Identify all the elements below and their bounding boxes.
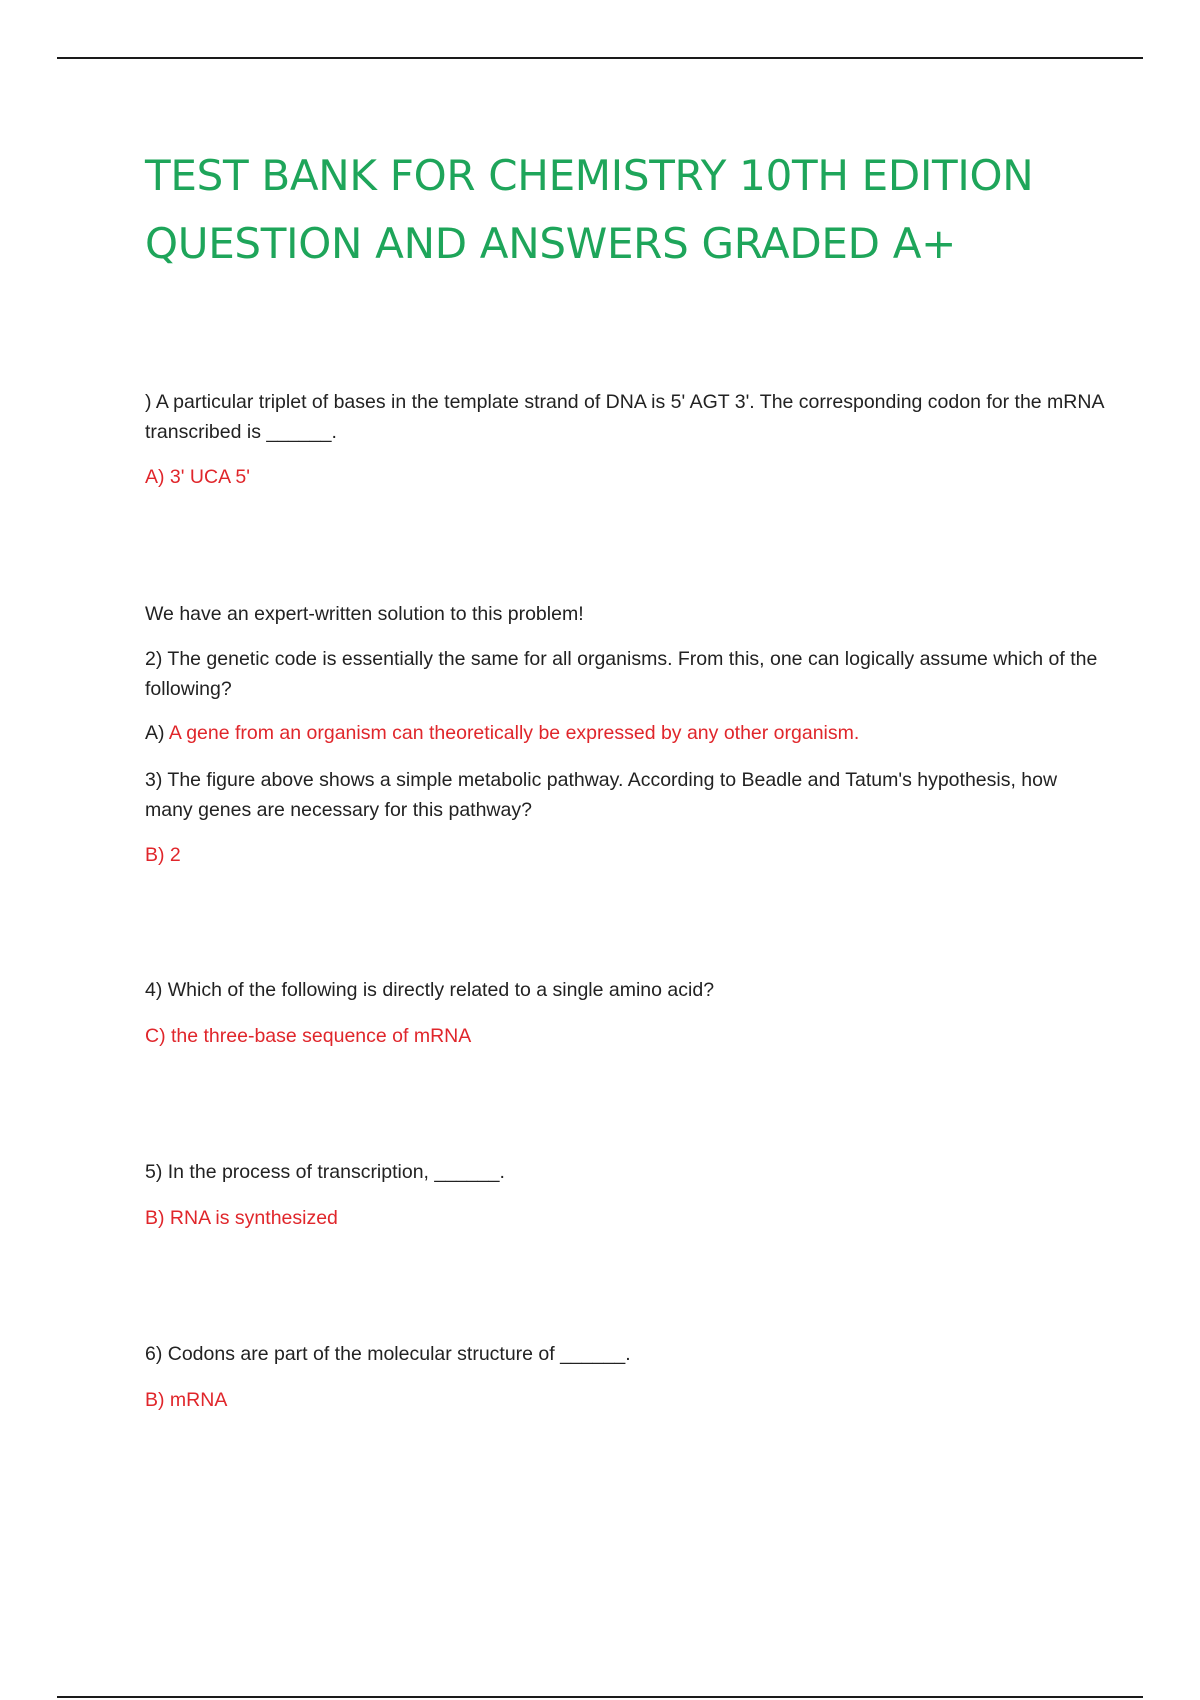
question-4: 4) Which of the following is directly related to a single amino acid? <box>145 979 715 1001</box>
question-1: ) A particular triplet of bases in the template strand of DNA is 5' AGT 3'. The corresponding codon for the mRNA transcribed is ______. <box>145 391 1104 443</box>
solution-note: We have an expert-written solution to this problem! <box>145 603 584 625</box>
question-6: 6) Codons are part of the molecular structure of ______. <box>145 1343 631 1365</box>
document-title <box>145 142 1125 278</box>
answer-3: B) 2 <box>145 844 181 866</box>
title-line-1: TEST BANK FOR CHEMISTRY 10TH EDITION <box>145 151 1034 200</box>
top-rule <box>57 57 1143 59</box>
question-5: 5) In the process of transcription, ______. <box>145 1161 505 1183</box>
title-line-2: QUESTION AND ANSWERS GRADED A+ <box>145 219 957 268</box>
answer-6: B) mRNA <box>145 1389 228 1411</box>
answer-1: A) 3' UCA 5' <box>145 466 250 488</box>
question-3: 3) The figure above shows a simple metabolic pathway. According to Beadle and Tatum's hypothesis, how many genes are necessary for this pathway? <box>145 769 1058 821</box>
bottom-rule <box>57 1696 1143 1698</box>
answer-2-text: A gene from an organism can theoretically be expressed by any other organism. <box>168 722 860 744</box>
question-2: 2) The genetic code is essentially the same for all organisms. From this, one can logically assume which of the following? <box>145 648 1098 700</box>
answer-4: C) the three-base sequence of mRNA <box>145 1025 472 1047</box>
answer-2 <box>145 718 1105 748</box>
answer-2-prefix: A) <box>145 722 169 744</box>
answer-5: B) RNA is synthesized <box>145 1207 338 1229</box>
